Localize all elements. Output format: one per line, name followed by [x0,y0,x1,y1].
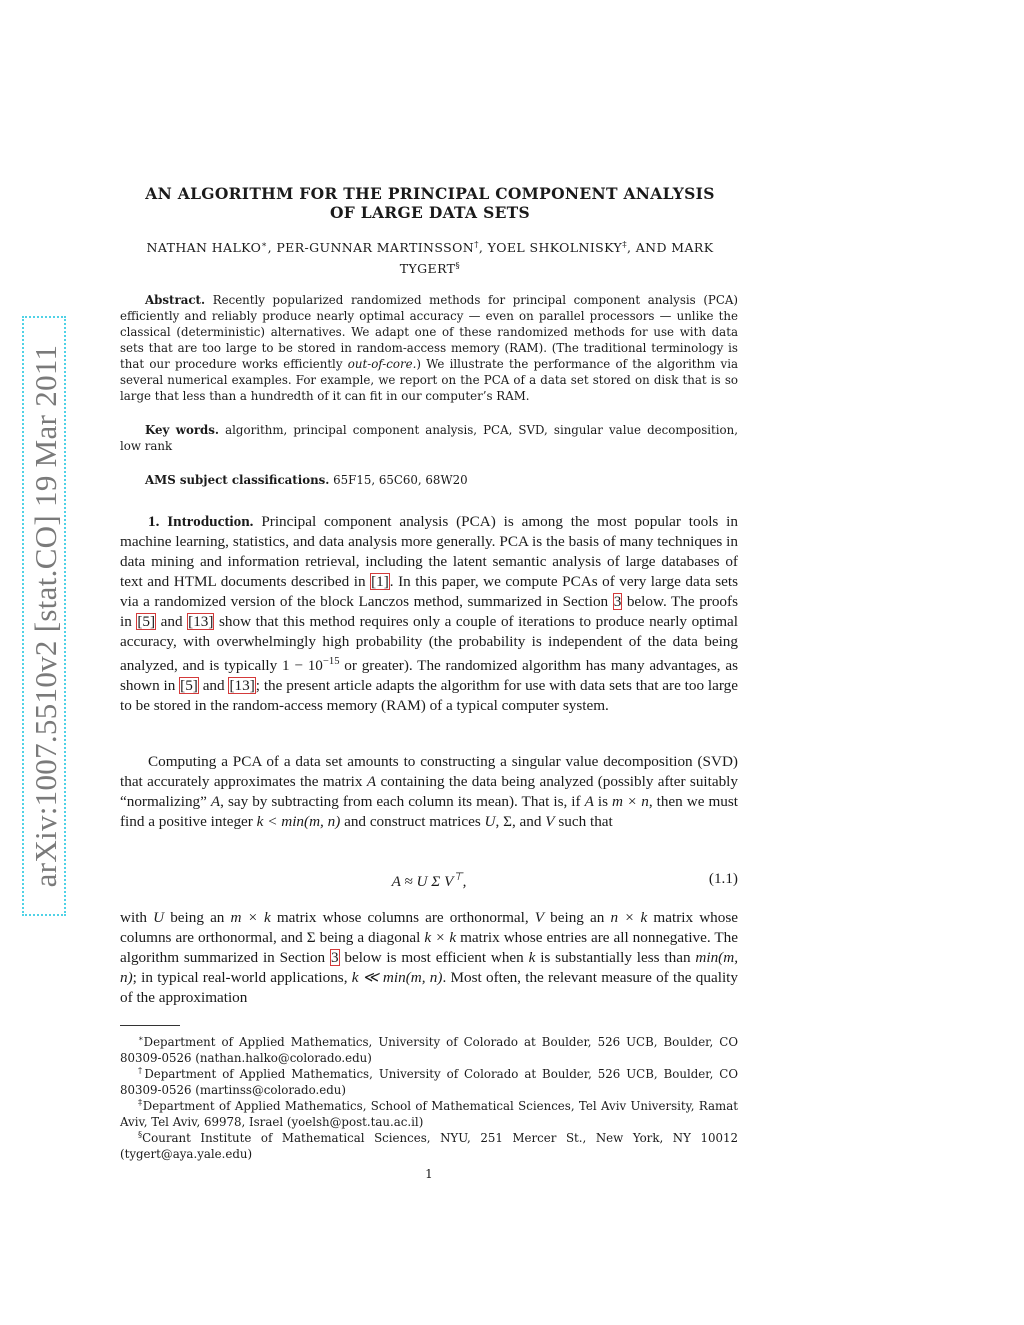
math-inline: k ≪ min(m, n) [351,969,443,986]
footnote-mark: ∗ [138,1033,144,1043]
ams-label: AMS subject classifications. [145,473,330,487]
body-text: , and [511,813,546,830]
math-inline: V [545,813,555,830]
body-text: show that this method requires only a couple of iterations to produce nearly optimal accuracy, with overwhelmingly high probability (the probability is independent of the data being analyzed, and is typically [120,613,738,675]
body-text: matrix whose columns are orthonormal, [270,909,535,926]
body-text: below is most efficient when [339,949,529,966]
keywords-label: Key words. [145,423,220,437]
math-exponent: −15 [322,656,340,667]
ams-text: 65F15, 65C60, 68W20 [333,473,468,487]
body-text: being a diagonal [315,929,425,946]
keywords-text: algorithm, principal component analysis, PCA, SVD, singular value decomposition, low rank [120,423,738,453]
body-text: being an [544,909,611,926]
body-text: matrix whose columns are orthonormal, and [120,909,738,946]
footnote-text: Department of Applied Mathematics, School of Mathematical Sciences, Tel Aviv University, Ramat Aviv, Tel Aviv, 69978, Israel (yoelsh@post.tau.ac.il) [120,1098,738,1129]
abstract-emphasis: out-of-core. [347,357,417,371]
author-conjunction: AND MARK [635,240,714,256]
section-link[interactable]: 3 [613,593,622,610]
keywords [120,422,738,454]
body-text: . Most often, the relevant measure of the quality of the approximation [120,969,738,1006]
body-text: or greater). The randomized algorithm has many advantages, as shown in [120,657,738,695]
footnote-1 [120,1030,738,1066]
abstract-text: ) We illustrate the performance of the algorithm via several numerical examples. For example, we report on the PCA of a data set stored on disk that is so large that less than a hundredth of it can fit in our computer’s RAM. [120,357,739,403]
section-heading: 1. Introduction. [148,513,254,530]
body-text: with [120,909,154,926]
intro-paragraph-1 [120,512,738,716]
citation-link[interactable]: [5] [180,677,198,695]
math-inline: A [584,793,594,810]
abstract [120,292,738,404]
body-text: being an [164,909,231,926]
math-inline: k < min(m, n) [256,813,341,830]
body-text: , then we must find a positive integer [120,793,738,830]
body-text: and [198,677,229,695]
author-mark: ∗ [261,240,268,250]
equation-body [120,870,738,891]
math-inline: min(m, n) [120,949,738,986]
footnote-rule [120,1025,180,1026]
citation-link[interactable]: [13] [188,613,214,630]
section-link[interactable]: 3 [331,949,339,966]
body-text: such that [554,813,613,830]
ams-classifications [120,472,738,488]
paper-title [120,184,740,222]
equation-text: , [462,873,467,891]
footnote-mark: † [138,1065,145,1075]
citation-link[interactable]: [5] [137,613,156,630]
equation-text: A ≈ U Σ V [391,873,454,891]
body-text: . In this paper, we compute PCAs of very large data sets via a randomized version of the block Lanczos method, summarized in Section [120,573,738,610]
body-text: ; the present article adapts the algorithm for use with data sets that are too large to be stored in the random-access memory (RAM) of a typical computer system. [120,677,738,715]
footnote-2 [120,1062,738,1098]
math-inline: m × k [230,909,271,926]
equation-transpose: ⊤ [453,872,463,883]
citation-link[interactable]: [13] [229,677,255,695]
math-inline: m × n [612,793,649,810]
footnote-text: Courant Institute of Mathematical Sciences, NYU, 251 Mercer St., New York, NY 10012 (tygert@aya.yale.edu) [120,1130,738,1161]
body-text: and [156,613,188,630]
author-name: TYGERT [399,261,456,277]
math-inline: V [534,909,545,926]
body-text: containing the data being analyzed (possibly after suitably “normalizing” [120,773,738,810]
math-inline: A [366,773,377,790]
author-name: NATHAN HALKO [146,240,262,256]
intro-paragraph-3 [120,908,738,1008]
equation-1-1 [120,870,738,892]
body-text: is substantially less than [535,949,696,966]
math-inline: n × k [610,909,648,926]
arxiv-stamp: arXiv:1007.5510v2 [stat.CO] 19 Mar 2011 [22,316,66,916]
body-text: Principal component analysis (PCA) is among the most popular tools in machine learning, statistics, and data analysis more generally. PCA is the basis of many techniques in data mining and information retrieval, including the latent semantic analysis of large databases of text and HTML documents described in [120,513,738,590]
math-inline: A [210,793,221,810]
footnote-mark: § [138,1129,143,1139]
equation-number: (1.1) [708,870,738,887]
author-mark: ‡ [622,240,627,250]
math-inline: k × k [424,929,457,946]
body-text: ; in typical real-world applications, [132,969,352,986]
math-inline: U [484,813,496,830]
footnote-text: Department of Applied Mathematics, University of Colorado at Boulder, 526 UCB, Boulder, CO 80309-0526 (martinss@colorado.edu) [120,1066,739,1097]
math-inline: k [528,949,536,966]
body-text: below. The proofs in [120,593,738,630]
math-inline: Σ [503,813,512,830]
title-line-1: AN ALGORITHM FOR THE PRINCIPAL COMPONENT ANALYSIS [145,184,715,203]
intro-paragraph-2: Computing a PCA of a data set amounts to constructing a singular value decomposition (SVD) that accurately approximates the matrix A containing the data being analyzed (possibly after suitably “normalizing” A, say by subtracting from each column its mean). That is, if A is m × n, then we must find a positive integer k < min(m, n) and construct matrices U, Σ, and V such that [120,753,738,830]
body-text: , say by subtracting from each column its mean). That is, if [220,793,585,810]
body-text: Computing a PCA of a data set amounts to constructing a singular value decomposition (SVD) that accurately approximates the matrix [120,753,738,790]
footnote-4 [120,1126,738,1162]
math-inline: 1 − 10 [282,657,323,675]
body-text: and construct matrices [340,813,485,830]
title-line-2: OF LARGE DATA SETS [329,203,531,222]
math-inline: Σ [306,929,316,946]
footnote-mark: ‡ [138,1097,143,1107]
author-mark: § [455,261,461,272]
body-text: is [593,793,612,810]
page-number: 1 [425,1167,433,1181]
footnote-3 [120,1094,738,1130]
author-name: PER-GUNNAR MARTINSSON [276,240,475,256]
body-text: matrix whose entries are all nonnegative. The algorithm summarized in Section [120,929,739,966]
citation-link[interactable]: [1] [371,573,389,590]
math-inline: U [153,909,165,926]
footnote-text: Department of Applied Mathematics, University of Colorado at Boulder, 526 UCB, Boulder, CO 80309-0526 (nathan.halko@colorado.edu) [120,1034,738,1065]
abstract-label: Abstract. [145,293,206,307]
author-mark: † [474,240,479,250]
author-list: NATHAN HALKO∗, PER-GUNNAR MARTINSSON†, YOEL SHKOLNISKY‡, AND MARK TYGERT§ [146,240,714,277]
abstract-text: Recently popularized randomized methods for principal component analysis (PCA) efficiently and reliably produce nearly optimal accuracy — even on parallel processors — unlike the classical (deterministic) alternatives. We adapt one of these randomized methods for use with data sets that are too large to be stored in random-access memory (RAM). (The traditional terminology is that our procedure works efficiently [120,293,739,371]
author-name: YOEL SHKOLNISKY [487,240,623,256]
